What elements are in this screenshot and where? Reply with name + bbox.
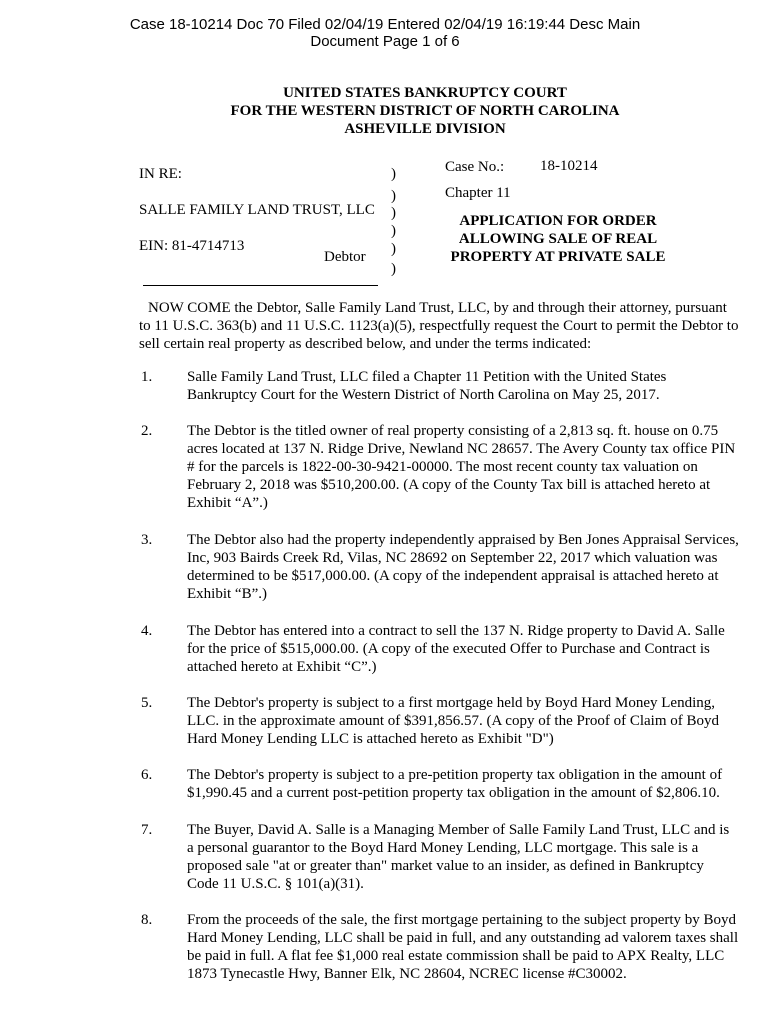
list-item-number: 5. <box>141 695 153 711</box>
list-item <box>139 622 739 676</box>
list-item-text: The Debtor is the titled owner of real property consisting of a 2,813 sq. ft. house on 0.75 acres located at 137 N. Ridge Drive, Newland NC 28657. The Avery County tax office PIN # for the parcels is 1822-00-30-9421-00000. The most recent county tax valuation on February 2, 2018 was $510,200.00. (A copy of the County Tax bill is attached hereto at Exhibit “A”.) <box>187 423 736 511</box>
list-item <box>139 531 739 603</box>
ein: EIN: 81-4714713 <box>139 238 245 254</box>
filing-stamp-line1: Case 18-10214 Doc 70 Filed 02/04/19 Entered 02/04/19 16:19:44 Desc Main <box>129 16 641 33</box>
caption-paren: ) <box>391 188 396 204</box>
list-item <box>139 821 739 893</box>
court-heading <box>0 84 770 138</box>
list-item-number: 8. <box>141 912 153 928</box>
document-title-line1: APPLICATION FOR ORDER <box>459 213 657 229</box>
list-item <box>139 911 739 983</box>
case-no-label: Case No.: <box>445 159 505 175</box>
caption-paren: ) <box>391 241 396 257</box>
list-item <box>139 422 739 512</box>
caption-paren: ) <box>391 223 396 239</box>
list-item-number: 3. <box>141 532 153 548</box>
list-item-number: 2. <box>141 423 153 439</box>
list-item-text: Salle Family Land Trust, LLC filed a Chapter 11 Petition with the United States Bankruptcy Court for the Western District of North Carolina on May 25, 2017. <box>187 369 667 403</box>
document-title-line3: PROPERTY AT PRIVATE SALE <box>450 249 666 265</box>
list-item-number: 7. <box>141 822 153 838</box>
caption-paren: ) <box>391 205 396 221</box>
list-item-text: The Debtor's property is subject to a first mortgage held by Boyd Hard Money Lending, LLC. in the approximate amount of $391,856.57. (A copy of the Proof of Claim of Boyd Hard Money Lending LLC is attached hereto as Exhibit "D") <box>187 695 720 747</box>
list-item-text: The Debtor's property is subject to a pre-petition property tax obligation in the amount of $1,990.45 and a current post-petition property tax obligation in the amount of $2,806.10. <box>187 767 723 801</box>
court-heading-line2: FOR THE WESTERN DISTRICT OF NORTH CAROLINA <box>230 103 620 119</box>
list-item-number: 4. <box>141 623 153 639</box>
in-re-label: IN RE: <box>139 166 182 182</box>
caption-paren: ) <box>391 166 396 182</box>
list-item-text: The Debtor also had the property independently appraised by Ben Jones Appraisal Services, Inc, 903 Bairds Creek Rd, Vilas, NC 28692 on September 22, 2017 which valuation was determined to be $517,000.00. (A copy of the independent appraisal is attached hereto at Exhibit “B”.) <box>187 532 739 602</box>
filing-stamp <box>0 16 770 50</box>
debtor-label: Debtor <box>324 249 366 265</box>
list-item-number: 1. <box>141 369 153 385</box>
document-title <box>440 212 676 266</box>
caption-divider <box>143 285 378 286</box>
list-item-text: From the proceeds of the sale, the first mortgage pertaining to the subject property by Boyd Hard Money Lending, LLC shall be paid in full, and any outstanding ad valorem taxes shall be paid in full. A flat fee $1,000 real estate commission shall be paid to APX Realty, LLC 1873 Tynecastle Hwy, Banner Elk, NC 28604, NCREC license #C30002. <box>187 912 739 982</box>
debtor-name: SALLE FAMILY LAND TRUST, LLC <box>139 202 375 218</box>
list-item-text: The Debtor has entered into a contract to sell the 137 N. Ridge property to David A. Salle for the price of $515,000.00. (A copy of the executed Offer to Purchase and Contract is attached hereto at Exhibit “C”.) <box>187 623 725 675</box>
court-heading-line1: UNITED STATES BANKRUPTCY COURT <box>283 85 567 101</box>
document-title-line2: ALLOWING SALE OF REAL <box>458 231 658 247</box>
list-item <box>139 766 739 802</box>
case-no-value: 18-10214 <box>540 158 598 174</box>
list-item-text: The Buyer, David A. Salle is a Managing Member of Salle Family Land Trust, LLC and is a personal guarantor to the Boyd Hard Money Lending, LLC mortgage. This sale is a proposed sale "at or greater than" market value to an insider, as defined in Bankruptcy Code 11 U.S.C. § 101(a)(31). <box>187 822 730 892</box>
court-heading-line3: ASHEVILLE DIVISION <box>344 121 506 137</box>
filing-stamp-line2: Document Page 1 of 6 <box>310 33 460 50</box>
list-item <box>139 368 739 404</box>
caption-paren: ) <box>391 261 396 277</box>
list-item <box>139 694 739 748</box>
list-item-number: 6. <box>141 767 153 783</box>
intro-paragraph: NOW COME the Debtor, Salle Family Land Trust, LLC, by and through their attorney, pursuant to 11 U.S.C. 363(b) and 11 U.S.C. 1123(a)(5), respectfully request the Court to permit the Debtor to sell certain real property as described below, and under the terms indicated: <box>139 300 739 352</box>
chapter: Chapter 11 <box>445 185 511 201</box>
